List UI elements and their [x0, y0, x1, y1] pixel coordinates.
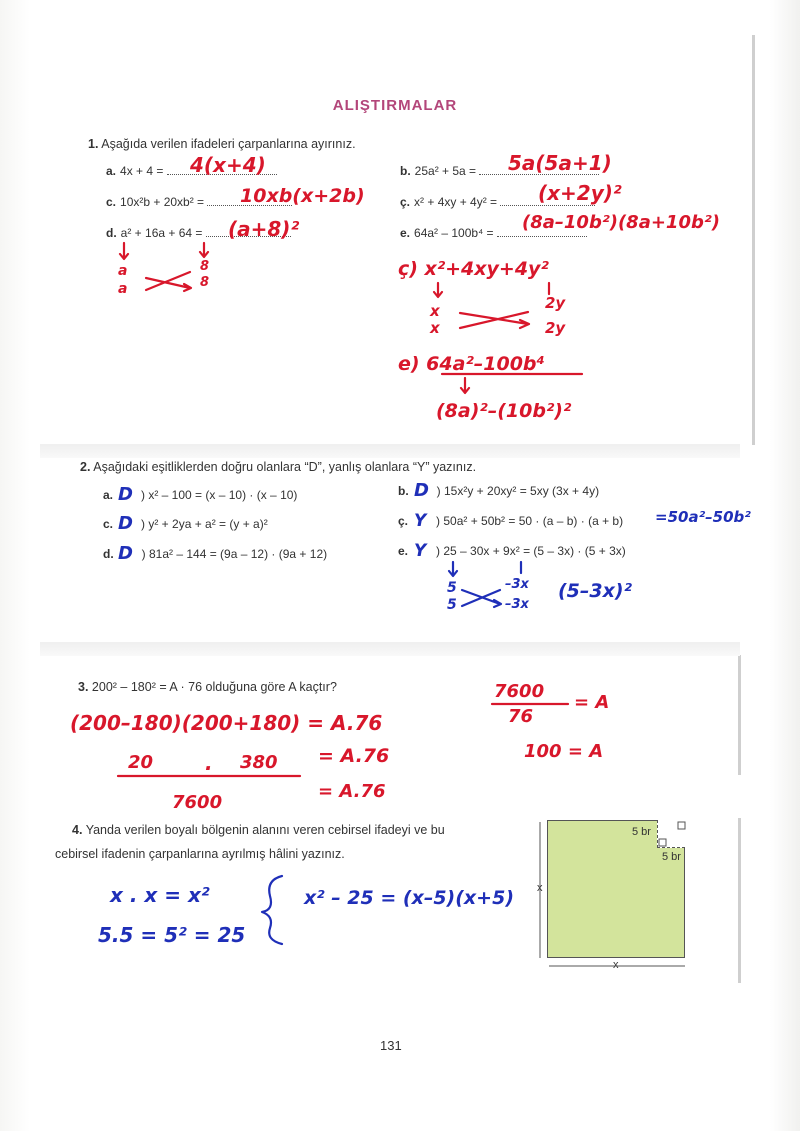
q2-mark-d: D: [118, 543, 133, 564]
q1-work-c-line: ç) x²+4xy+4y²: [398, 258, 549, 280]
q3-work-line2-a: 20: [128, 752, 154, 773]
q3-work-line3-a: 7600: [172, 792, 223, 813]
q4-work-line2: 5.5 = 5² = 25: [98, 923, 246, 947]
q1-answer-c: 10xb(x+2b): [240, 185, 365, 207]
q1-answer-d: (a+8)²: [228, 217, 300, 241]
q3-frac-den: 76: [508, 706, 534, 727]
q2-work-right-1: –3x: [505, 577, 529, 592]
q1-work-c-left-2: x: [430, 319, 440, 337]
q1-work-d-right-1: 8: [200, 259, 210, 274]
cut-square-notch: [657, 820, 685, 848]
page-number: 131: [380, 1038, 402, 1053]
q2-item-c: c. ) y² + 2ya + a² = (y + a)²: [103, 517, 268, 531]
q1-item-b: b. 25a² + 5a =: [400, 164, 599, 178]
q4-prompt-line1: 4. Yanda verilen boyalı bölgenin alanını veren cebirsel ifadeyi ve bu: [72, 823, 445, 837]
q1-item-c: c. 10x²b + 20xb² =: [106, 195, 292, 209]
q1-prompt: 1. Aşağıda verilen ifadeleri çarpanlarına ayırınız.: [88, 137, 356, 151]
figure-top-label: 5 br: [632, 826, 651, 838]
q1-work-d-left-1: a: [118, 263, 128, 279]
right-edge-bar-2: [738, 655, 741, 775]
q2-item-ç: ç. ) 50a² + 50b² = 50 · (a – b) · (a + b): [398, 514, 624, 528]
q3-frac-eq: = A: [574, 692, 610, 713]
q1-work-d-left-2: a: [118, 281, 128, 297]
q1-answer-a: 4(x+4): [190, 153, 266, 177]
right-edge-bar: [752, 35, 755, 445]
q2-work-left-1: 5: [447, 580, 457, 596]
section-divider: [40, 642, 740, 656]
q2-work-left-2: 5: [447, 597, 457, 613]
figure-bottom-label: x: [613, 959, 619, 971]
q2-mark-a: D: [118, 484, 133, 505]
q1-work-d-right-2: 8: [200, 275, 210, 290]
q2-item-d: d. ) 81a² – 144 = (9a – 12) · (9a + 12): [103, 547, 328, 561]
figure-side-label: 5 br: [662, 851, 681, 863]
q2-item-b: b. ) 15x²y + 20xy² = 5xy (3x + 4y): [398, 484, 600, 498]
q1-work-e-line: e) 64a²–100b⁴: [398, 353, 545, 375]
q3-work-line2-eq: = A.76: [318, 745, 390, 767]
q2-work-result: (5–3x)²: [558, 580, 632, 602]
q4-prompt-line2: cebirsel ifadenin çarpanlarına ayrılmış hâlini yazınız.: [55, 847, 345, 861]
q3-work-line3-eq: = A.76: [318, 781, 386, 802]
q2-item-e: e. ) 25 – 30x + 9x² = (5 – 3x) · (5 + 3x): [398, 544, 626, 558]
q2-mark-e: Y: [414, 541, 427, 561]
q4-work-result: x² – 25 = (x–5)(x+5): [304, 887, 515, 909]
q3-work-line2-dot: .: [205, 751, 213, 775]
q1-item-d: d. a² + 16a + 64 =: [106, 226, 291, 240]
q1-item-e: e. 64a² – 100b⁴ =: [400, 226, 587, 240]
q1-work-c-left-1: x: [430, 302, 440, 320]
q2-mark-b: D: [414, 480, 429, 501]
section-divider: [40, 444, 740, 458]
q1-answer-b: 5a(5a+1): [508, 151, 612, 175]
q3-work-line2-b: 380: [240, 752, 278, 773]
q1-item-a: a. 4x + 4 =: [106, 164, 277, 178]
q2-mark-c: D: [118, 513, 133, 534]
right-edge-bar-3: [738, 818, 741, 983]
q2-work-right-2: –3x: [505, 597, 529, 612]
q3-frac-num: 7600: [494, 681, 545, 702]
q2-ç-note: =50a²–50b²: [655, 508, 751, 526]
figure-left-label: x: [537, 882, 543, 894]
q3-work-line1: (200–180)(200+180) = A.76: [70, 711, 383, 735]
q1-work-c-right-1: 2y: [545, 294, 566, 312]
q2-item-a: a. ) x² – 100 = (x – 10) · (x – 10): [103, 488, 298, 502]
q3-final: 100 = A: [524, 741, 604, 762]
page-title: ALIŞTIRMALAR: [332, 97, 458, 114]
q2-mark-ç: Y: [414, 511, 427, 531]
q1-answer-e: (8a–10b²)(8a+10b²): [522, 212, 720, 233]
q3-prompt: 3. 200² – 180² = A · 76 olduğuna göre A kaçtır?: [78, 680, 337, 694]
q4-work-line1: x . x = x²: [110, 883, 210, 907]
q1-work-c-right-2: 2y: [545, 319, 566, 337]
q2-prompt: 2. Aşağıdaki eşitliklerden doğru olanlara “D”, yanlış olanlara “Y” yazınız.: [80, 460, 477, 474]
q1-item-ç: ç. x² + 4xy + 4y² =: [400, 195, 595, 209]
q1-work-e-result: (8a)²–(10b²)²: [436, 400, 572, 422]
q1-answer-ç: (x+2y)²: [538, 181, 622, 205]
